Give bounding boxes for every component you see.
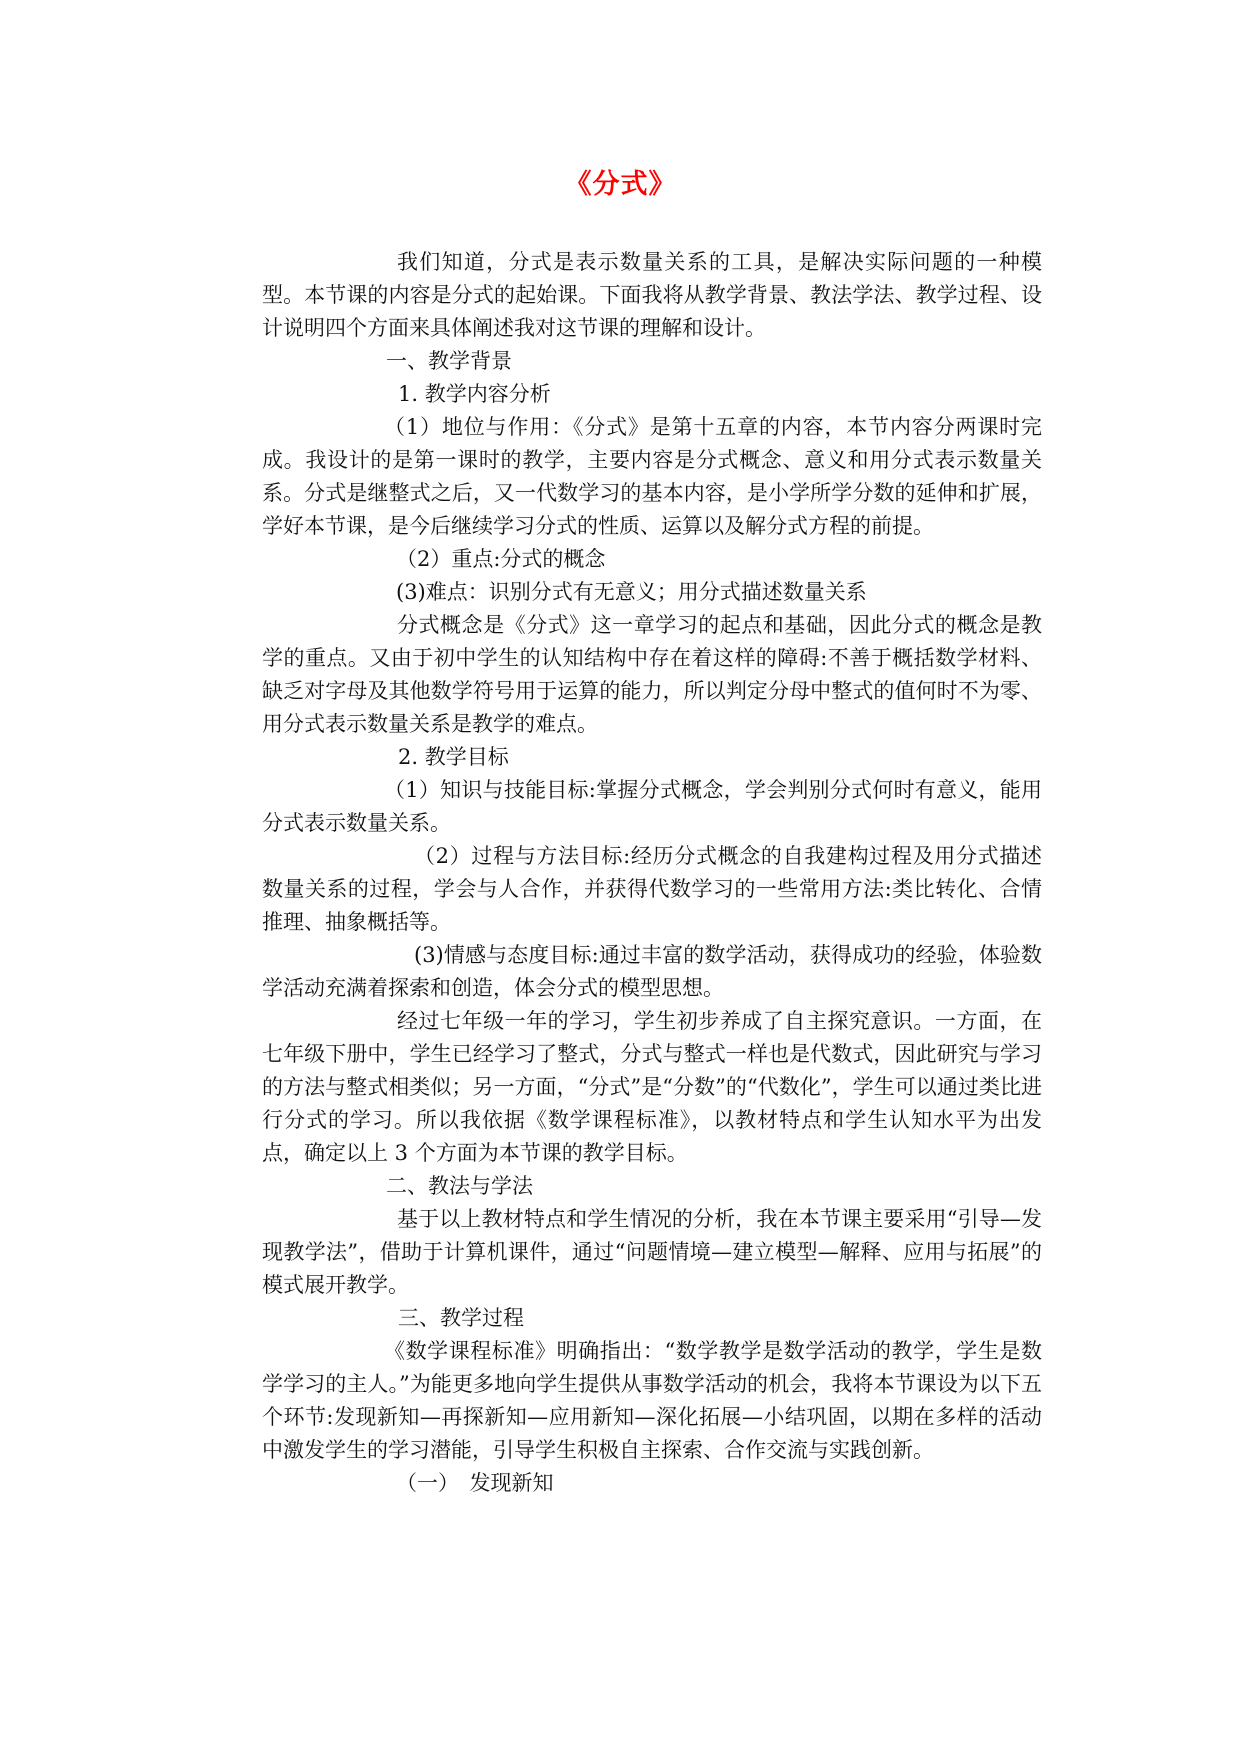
section-heading-process: 三、教学过程 bbox=[398, 1306, 524, 1330]
item-position-and-role: （1）地位与作用：《分式》是第十五章的内容，本节内容分两课时完成。我设计的是第一课时的教学，主要内容是分式概念、意义和用分式表示数量关系。分式是继整式之后，又一代数学习的基本内容，是小学所学分数的延伸和扩展，学好本节课，是今后继续学习分式的性质、运算以及解分式方程的前提。 bbox=[262, 415, 1042, 538]
item-difficulty: (3)难点：识别分式有无意义；用分式描述数量关系 bbox=[396, 580, 867, 604]
paragraph-methods: 基于以上教材特点和学生情况的分析，我在本节课主要采用“引导—发现教学法”，借助于计算机课件，通过“问题情境—建立模型—解释、应用与拓展”的模式展开教学。 bbox=[262, 1207, 1042, 1297]
section-heading-methods: 二、教法与学法 bbox=[386, 1174, 533, 1198]
item-emotion-objective: (3)情感与态度目标:通过丰富的数学活动，获得成功的经验，体验数学活动充满着探索和创造，体会分式的模型思想。 bbox=[262, 943, 1042, 1000]
paragraph-student-analysis: 经过七年级一年的学习，学生初步养成了自主探究意识。一方面，在七年级下册中，学生已经学习了整式，分式与整式一样也是代数式，因此研究与学习的方法与整式相类似；另一方面，“分式”是“分数”的“代数化”，学生可以通过类比进行分式的学习。所以我依据《数学课程标准》，以教材特点和学生认知水平为出发点，确定以上 3 个方面为本节课的教学目标。 bbox=[262, 1009, 1042, 1165]
document-body bbox=[262, 246, 1042, 1500]
subsection-heading-content-analysis: 1. 教学内容分析 bbox=[398, 382, 551, 406]
item-knowledge-objective: （1）知识与技能目标:掌握分式概念，学会判别分式何时有意义，能用分式表示数量关系。 bbox=[262, 778, 1042, 835]
intro-paragraph: 我们知道，分式是表示数量关系的工具，是解决实际问题的一种模型。本节课的内容是分式的起始课。下面我将从教学背景、教法学法、教学过程、设计说明四个方面来具体阐述我对这节课的理解和设计。 bbox=[262, 250, 1042, 340]
paragraph-process: 《数学课程标准》明确指出：“数学教学是数学活动的教学，学生是数学学习的主人。”为能更多地向学生提供从事数学活动的机会，我将本节课设为以下五个环节:发现新知—再探新知—应用新知—深化拓展—小结巩固，以期在多样的活动中激发学生的学习潜能，引导学生积极自主探索、合作交流与实践创新。 bbox=[262, 1339, 1042, 1462]
subsection-heading-discover: （一） 发现新知 bbox=[396, 1471, 554, 1495]
item-process-objective: （2）过程与方法目标:经历分式概念的自我建构过程及用分式描述数量关系的过程，学会与人合作，并获得代数学习的一些常用方法:类比转化、合情推理、抽象概括等。 bbox=[262, 844, 1042, 934]
section-heading-background: 一、教学背景 bbox=[386, 349, 512, 373]
paragraph-concept-analysis: 分式概念是《分式》这一章学习的起点和基础，因此分式的概念是教学的重点。又由于初中学生的认知结构中存在着这样的障碍:不善于概括数学材料、缺乏对字母及其他数学符号用于运算的能力，所以判定分母中整式的值何时不为零、用分式表示数量关系是教学的难点。 bbox=[262, 613, 1042, 736]
document-title: 《分式》 bbox=[564, 169, 677, 200]
subsection-heading-objectives: 2. 教学目标 bbox=[398, 745, 509, 769]
item-key-point: （2）重点:分式的概念 bbox=[396, 547, 606, 571]
